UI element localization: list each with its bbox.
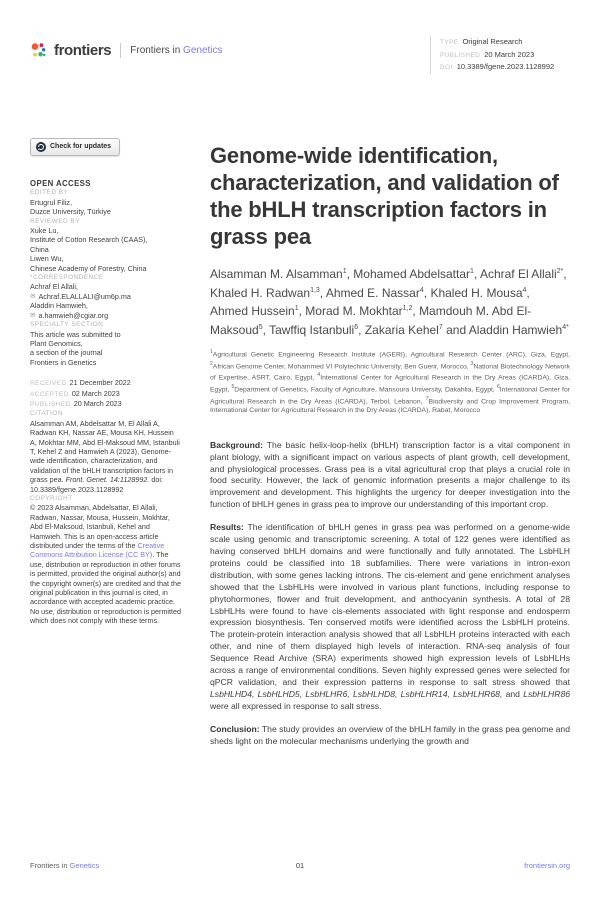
- author-name: Khaled H. Mousa: [430, 285, 523, 300]
- author-list: [210, 264, 570, 338]
- author-name: Aladdin Hamwieh: [468, 322, 563, 337]
- reviewed-by-lines: [30, 226, 182, 273]
- affiliation-number: 2: [210, 360, 213, 367]
- meta-value: 20 March 2023: [73, 398, 122, 408]
- paragraph-lead: Conclusion:: [210, 723, 260, 734]
- affiliation-number: 4: [317, 372, 321, 379]
- author-affiliation-ref: 1: [342, 268, 347, 275]
- author-name: Mamdouh M. Abd El-Maksoud: [210, 304, 532, 337]
- author-name: Mohamed Abdelsattar: [353, 267, 471, 281]
- check-for-updates-button[interactable]: [30, 138, 120, 156]
- edited-by-lines: [30, 198, 182, 217]
- envelope-icon: ✉: [30, 311, 36, 319]
- correspondence-section: [30, 273, 182, 320]
- abstract-paragraph: [210, 440, 570, 511]
- meta-label: TYPE: [440, 39, 459, 46]
- affiliation-text: Agricultural Genetic Engineering Research Institute (AGERI), Agricultural Research Center (ARC), Giza, Egypt,: [212, 351, 570, 359]
- article-meta-row: [440, 61, 570, 74]
- correspondence-entries: [30, 282, 182, 320]
- meta-value: 02 March 2023: [71, 388, 120, 398]
- author-separator: ,: [473, 267, 480, 281]
- correspondent-name: Achraf El Allali,: [30, 282, 78, 292]
- author-affiliation-ref: 6: [354, 323, 359, 331]
- left-sidebar: [30, 130, 182, 759]
- meta-value: 10.3389/fgene.2023.1128992: [456, 62, 555, 71]
- footer-journal-link[interactable]: Genetics: [69, 861, 100, 870]
- author-affiliation-ref: 2*: [556, 268, 564, 275]
- author-separator: ,: [563, 267, 567, 281]
- reviewed-by-section: [30, 217, 182, 273]
- author-name: Morad M. Mokhtar: [305, 304, 403, 318]
- paragraph-lead: Background:: [210, 439, 263, 450]
- frontiers-logo-icon: [30, 42, 47, 59]
- affiliation-text: Biodiversity and Crop Improvement Program, International Center for Agricultural Research in the Dry Areas (ICARDA), Rabat, Morocco: [210, 397, 570, 415]
- article-title: Genome-wide identification, characterization, and validation of the bHLH transcription factors in grass pea: [210, 143, 559, 249]
- author-name: Achraf El Allali: [479, 267, 557, 281]
- author-separator: ,: [412, 304, 420, 318]
- affiliation-text: International Center for Agricultural Research in the Dry Areas (ICARDA), Giza, Egypt,: [210, 374, 570, 394]
- author-separator: ,: [358, 322, 365, 337]
- gene-name-italic: LsbHLHR86: [523, 688, 570, 699]
- open-access-badge: OPEN ACCESS: [30, 179, 91, 188]
- author-name: Zakaria Kehel: [364, 322, 439, 337]
- text-line: Plant Genomics,: [30, 338, 83, 348]
- affiliation-text: Department of Genetics, Faculty of Agriculture, Mansoura University, Dakahlia, Egypt,: [234, 386, 498, 394]
- text-line: Liwen Wu,: [30, 254, 64, 264]
- crossmark-icon: [36, 142, 46, 152]
- frontiers-wordmark: frontiers: [54, 42, 112, 59]
- author-name: Alsamman M. Alsamman: [210, 267, 343, 281]
- citation-text: [30, 419, 182, 494]
- journal-title-link[interactable]: Genetics: [183, 45, 223, 56]
- footer-journal-prefix: Frontiers in: [30, 861, 70, 870]
- author-separator: and: [442, 322, 469, 337]
- gene-name-italic: LsbHLHD4, LsbHLHD5, LsbHLHR6, LsbHLHD8, LsbHLHR14, LsbHLHR68,: [210, 688, 503, 699]
- abstract-paragraph: [210, 724, 570, 748]
- text-line: This article was submitted to: [30, 329, 121, 339]
- author-affiliation-ref: 4*: [562, 323, 569, 331]
- specialty-section: [30, 320, 182, 367]
- reviewed-by-label: REVIEWED BY: [30, 217, 80, 225]
- paragraph-text: and: [502, 688, 524, 699]
- copyright-before: © 2023 Alsamman, Abdelsattar, El Allali, Radwan, Nassar, Mousa, Hussein, Mokhtar, Abd El-Maksoud, Istanbuli, Kehel and Hamwieh. This is an open-access article distributed under the terms of the: [30, 503, 170, 551]
- page-body: [30, 130, 570, 759]
- affiliation-text: African Genome Center, Mohammed VI Polytechnic University, Ben Guerir, Morocco,: [212, 362, 471, 370]
- correspondent-name: Aladdin Hamwieh,: [30, 301, 88, 311]
- article-date-row: [30, 378, 182, 388]
- author-separator: ,: [298, 304, 306, 318]
- meta-label: RECEIVED: [30, 380, 67, 388]
- correspondence-label: *CORRESPONDENCE: [30, 274, 104, 282]
- copyright-section: [30, 494, 182, 626]
- affiliation-text: National Biotechnology Network of Expertise, ASRT, Cairo, Egypt,: [210, 362, 571, 382]
- affiliation-number: 7: [425, 395, 429, 402]
- edited-by-section: [30, 188, 182, 216]
- author-separator: ,: [346, 267, 354, 281]
- email-link[interactable]: Achraf.ELALLALI@um6p.ma: [38, 291, 131, 301]
- author-affiliation-ref: 4: [522, 286, 527, 294]
- abstract-block: [210, 440, 570, 748]
- text-line: Ertugrul Filiz,: [30, 197, 72, 207]
- affiliation-number: 1: [210, 349, 213, 355]
- meta-value: Original Research: [462, 37, 523, 46]
- correspondent-email-row[interactable]: [30, 292, 182, 301]
- specialty-lines: [30, 330, 182, 368]
- author-separator: ,: [423, 285, 431, 300]
- affiliation-number: 6: [497, 384, 500, 391]
- text-line: Institute of Cotton Research (CAAS),: [30, 235, 148, 245]
- author-affiliation-ref: 7: [438, 323, 443, 331]
- footer-journal: [30, 861, 296, 870]
- text-line: China: [30, 244, 49, 254]
- author-affiliation-ref: 1,2: [402, 305, 413, 312]
- article-meta-row: [440, 36, 570, 49]
- text-line: Duzce University, Türkiye: [30, 207, 111, 217]
- footer-site-link[interactable]: frontiersin.org: [524, 861, 570, 870]
- paragraph-text: The identification of bHLH genes in grass pea was performed on a genome-wide scale using genomic and transcriptomic screening. A total of 122 genes were identified as having conserved bHLH domains and were functionally and fully annotated. The LsbHLH proteins could be classified into 18 subfamilies. There were variations in intron-exon distribution, with some genes lacking introns. The cis-element and gene enrichment analyses showed that the LsbHLHs were involved in various plant functions, including response to phytohormones, flower and fruit development, and anthocyanin synthesis. A total of 28 LsbHLHs were found to have cis-elements associated with light response and endosperm expression biosynthesis. Ten conserved motifs were identified across the LsbHLH proteins. The protein-protein interaction analysis showed that all LsbHLH proteins interacted with each other, and nine of them displayed high levels of interaction. RNA-seq analysis of four Sequence Read Archive (SRA) experiments showed high expression levels of LsbHLHs across a range of environmental conditions. Seven highly expressed genes were selected for qPCR validation, and their expression patterns in response to salt stress showed that: [210, 522, 570, 687]
- dates-section: [30, 378, 182, 409]
- copyright-text: [30, 503, 182, 625]
- email-link[interactable]: a.hamwieh@cgiar.org: [38, 310, 109, 320]
- cc-by-license-link[interactable]: Creative Commons Attribution License (CC BY): [30, 541, 165, 560]
- meta-label: PUBLISHED: [30, 400, 71, 408]
- author-separator: ,: [526, 285, 530, 300]
- text-line: Chinese Academy of Forestry, China: [30, 263, 147, 273]
- author-separator: ,: [262, 322, 270, 337]
- paragraph-text: were all expressed in response to salt stress.: [210, 700, 382, 711]
- paragraph-text: The study provides an overview of the bHLH family in the grass pea genome and sheds light on the molecular mechanisms underlying the growth and: [210, 723, 570, 746]
- author-affiliation-ref: 4: [419, 286, 424, 294]
- text-line: a section of the journal: [30, 348, 103, 358]
- text-line: Xuke Lu,: [30, 226, 59, 236]
- citation-body: Alsamman AM, Abdelsattar M, El Allali A, Radwan KH, Nassar AE, Mousa KH, Hussein A, Mokhtar MM, Abd El-Maksoud MM, Istanbuli T, Kehel Z and Hamwieh A (2023), Genome-wide identification, characterization, and validation of the bHLH transcription factors in grass pea.: [30, 418, 180, 485]
- paragraph-text: The basic helix-loop-helix (bHLH) transcription factor is a vital component in plant biology, with a significant impact on various aspects of plant growth, cell development, and physiological processes. Grass pea is a vital agricultural crop that plays a crucial role in food security. However, the lack of genomic information presents a major challenge to its improvement and development. This highlights the urgency for deeper investigation into the function of bHLH genes in grass pea to improve our understanding of this important crop.: [210, 439, 570, 510]
- meta-label: PUBLISHED: [440, 51, 481, 59]
- article-meta-row: [440, 49, 570, 62]
- text-line: Frontiers in Genetics: [30, 357, 97, 367]
- affiliation-text: International Center for Agricultural Research in the Dry Areas (ICARDA), Terbol, Lebanon,: [210, 386, 570, 405]
- author-name: Tawffiq Istanbuli: [269, 322, 355, 337]
- author-separator: ,: [319, 285, 326, 300]
- specialty-label: SPECIALTY SECTION: [30, 321, 104, 329]
- meta-value: 20 March 2023: [484, 49, 535, 59]
- citation-journal: Front. Genet. 14:1128992.: [65, 475, 150, 485]
- copyright-label: COPYRIGHT: [30, 495, 73, 502]
- article-date-row: [30, 389, 182, 399]
- affiliation-number: 3: [470, 360, 474, 367]
- article-date-row: [30, 399, 182, 409]
- affiliation-number: 5: [231, 384, 235, 391]
- header-divider: [120, 43, 121, 58]
- meta-label: DOI: [440, 64, 453, 71]
- author-affiliation-ref: 1: [470, 268, 474, 275]
- paragraph-lead: Results:: [210, 522, 244, 533]
- copyright-after: . The use, distribution or reproduction in other forums is permitted, provided the original author(s) and the copyright owner(s) are credited and that the original publication in this journal is cited, in accordance with accepted academic practice. No use, distribution or reproduction is permitted which does not comply with these terms.: [30, 550, 182, 626]
- article-main-column: [210, 130, 570, 759]
- citation-section: [30, 409, 182, 494]
- citation-doi: doi: 10.3389/fgene.2023.1128992: [30, 475, 163, 494]
- journal-logo-block: [30, 42, 223, 59]
- author-name: Ahmed E. Nassar: [325, 285, 420, 300]
- meta-label: ACCEPTED: [30, 390, 69, 398]
- author-name: Ahmed Hussein: [210, 304, 295, 318]
- envelope-icon: ✉: [30, 292, 36, 300]
- correspondent-email-row[interactable]: [30, 311, 182, 320]
- journal-title-prefix: Frontiers in: [130, 45, 181, 56]
- meta-value: 21 December 2022: [69, 378, 131, 388]
- journal-title: [130, 45, 222, 56]
- page-number: 01: [295, 861, 305, 870]
- abstract-paragraph: [210, 522, 570, 713]
- page-header: [30, 36, 570, 74]
- article-meta-block: [430, 36, 570, 74]
- author-name: Khaled H. Radwan: [210, 285, 311, 300]
- edited-by-label: EDITED BY: [30, 189, 69, 197]
- author-affiliation-ref: 1: [294, 305, 299, 312]
- author-affiliation-ref: 5: [258, 323, 263, 331]
- check-for-updates-label: Check for updates: [50, 143, 112, 151]
- page-footer: [30, 861, 570, 870]
- affiliation-list: [210, 348, 570, 416]
- citation-label: CITATION: [30, 410, 63, 418]
- author-affiliation-ref: 1,3: [310, 286, 320, 294]
